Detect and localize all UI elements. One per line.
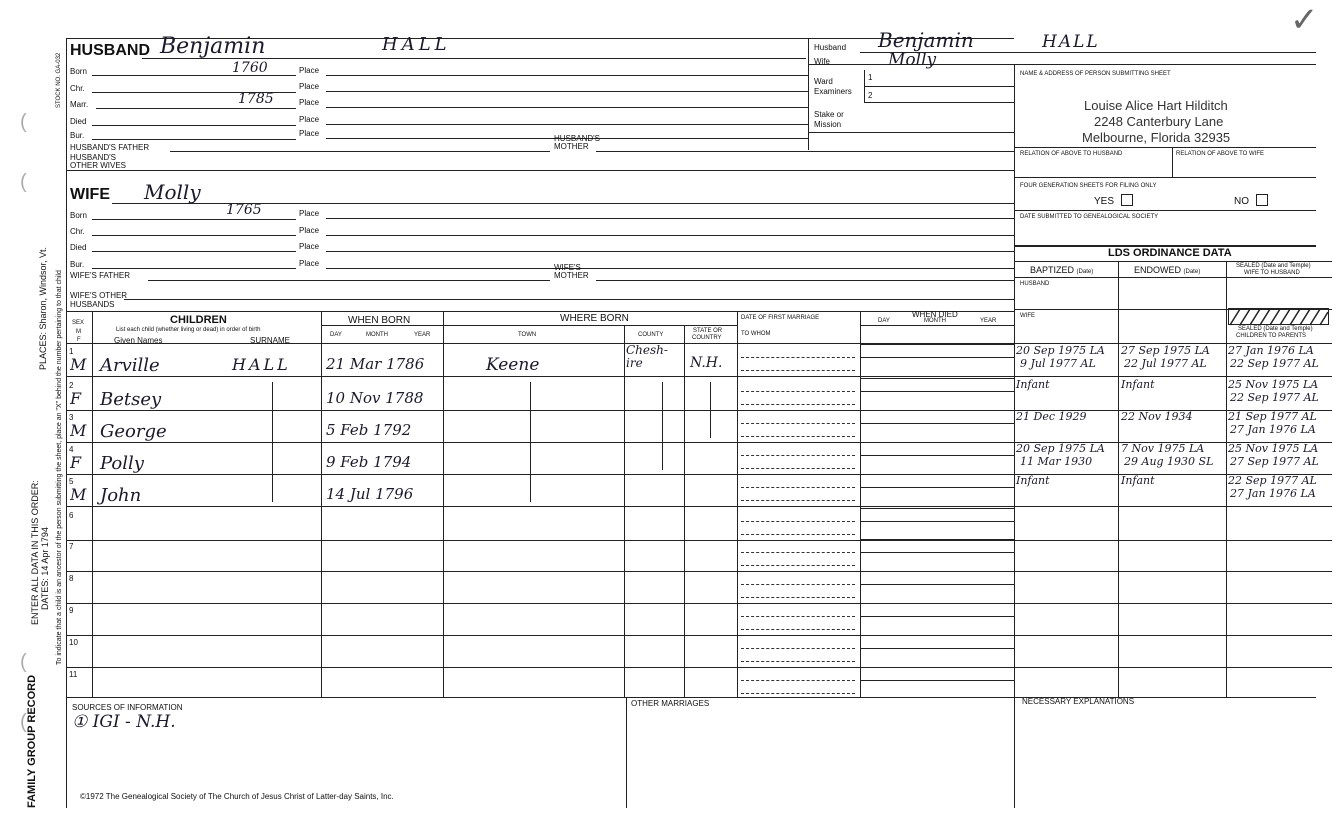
child-baptized: Infant [1016, 474, 1050, 487]
child-endowed: Infant [1121, 474, 1155, 487]
child-number: 8 [69, 574, 74, 583]
sex-f: F [77, 337, 81, 343]
died-box [860, 474, 1014, 488]
child-baptized-2: 9 Jul 1977 AL [1020, 357, 1096, 370]
to-whom-line [741, 500, 855, 501]
child-sealed: 25 Nov 1975 LA [1228, 378, 1319, 391]
child-born-date: 10 Nov 1788 [326, 389, 424, 407]
ward-husband-given: Benjamin [878, 28, 974, 52]
wife-born: 1765 [226, 202, 262, 218]
child-sex: M [70, 485, 87, 504]
row-divider [66, 540, 1332, 541]
examiners-label: Examiners [814, 87, 852, 96]
husband-born-place-label: Place [299, 66, 320, 75]
child-number: 6 [69, 511, 74, 520]
died-month: MONTH [924, 318, 946, 324]
child-given-name: George [100, 421, 167, 442]
marriage-line [741, 423, 855, 424]
died-year: YEAR [980, 318, 997, 324]
row-divider [66, 603, 1332, 604]
born-month: MONTH [366, 332, 388, 338]
when-born-header: WHEN BORN [348, 315, 411, 326]
marriage-line [741, 552, 855, 553]
wife-mother-label: WIFE'S MOTHER [554, 263, 589, 280]
child-number: 10 [69, 638, 78, 647]
wife-died-place-label: Place [299, 242, 320, 251]
child-sex: M [70, 355, 87, 374]
husband-died-place-label: Place [299, 115, 320, 124]
when-died-header: WHEN DIED [912, 310, 958, 319]
died-box [860, 603, 1014, 617]
children-list-note: List each child (whether living or dead) in order of birth [116, 327, 261, 333]
died-box [860, 378, 1014, 392]
side-places: PLACES: Sharon, Windsor, Vt. [38, 246, 48, 370]
to-whom-line [741, 565, 855, 566]
punch-hole-marks: ( ( ( ( [20, 111, 27, 733]
child-town: Keene [486, 355, 540, 375]
submitter-name: Louise Alice Hart Hilditch [1084, 98, 1228, 113]
child-endowed: 7 Nov 1975 LA [1121, 442, 1205, 455]
other-marriages-label: OTHER MARRIAGES [631, 699, 710, 708]
child-sex: M [70, 421, 87, 440]
wife-died-label: Died [70, 243, 87, 252]
lds-endowed: ENDOWED (Date) [1134, 265, 1201, 275]
country-header: COUNTRY [692, 335, 722, 341]
row-divider [66, 376, 1332, 377]
husband-given-name: Benjamin [160, 34, 266, 59]
marriage-line [741, 487, 855, 488]
ditto-mark [710, 382, 711, 438]
no-label: NO [1234, 196, 1249, 207]
died-box [860, 667, 1014, 681]
child-number: 11 [69, 670, 78, 679]
child-sealed-2: 22 Sep 1977 AL [1230, 391, 1319, 404]
ditto-mark [530, 382, 531, 502]
marriage-line [741, 391, 855, 392]
died-box [860, 442, 1014, 456]
to-whom-line [741, 693, 855, 694]
marriage-line [741, 680, 855, 681]
wife-born-place-label: Place [299, 209, 320, 218]
died-box [860, 344, 1014, 358]
husband-mother-label: HUSBAND'S MOTHER [554, 134, 600, 151]
died-box [860, 508, 1014, 522]
no-checkbox[interactable] [1256, 194, 1268, 206]
ward-label: Ward [814, 77, 833, 86]
child-born-date: 9 Feb 1794 [326, 453, 412, 471]
state-header: STATE OR [693, 328, 723, 334]
child-given-name: Arville [100, 355, 160, 376]
date-submitted-label: DATE SUBMITTED TO GENEALOGICAL SOCIETY [1020, 214, 1159, 220]
died-box [860, 571, 1014, 585]
stake-label: Stake or [814, 110, 844, 119]
child-number: 3 [69, 413, 74, 422]
side-note: To indicate that a child is an ancestor of the person submitting the sheet, place an "X" behind the number pertaining to that child [56, 270, 63, 665]
child-given-name: Polly [100, 453, 144, 474]
where-born-header: WHERE BORN [560, 313, 629, 324]
four-gen-label: FOUR GENERATION SHEETS FOR FILING ONLY [1020, 183, 1157, 189]
husband-marr-label: Marr. [70, 100, 89, 109]
side-dates: DATES: 14 Apr 1794 [40, 527, 50, 610]
hatched-box [1228, 308, 1330, 326]
child-sex: F [70, 389, 82, 408]
marriage-line [741, 648, 855, 649]
husband-bur-label: Bur. [70, 131, 85, 140]
sex-header: SEX [72, 320, 85, 326]
child-given-name: Betsey [100, 389, 162, 410]
wife-chr-label: Chr. [70, 227, 85, 236]
side-order: ENTER ALL DATA IN THIS ORDER: [30, 480, 40, 625]
child-number: 9 [69, 606, 74, 615]
child-sealed: 22 Sep 1977 AL [1228, 474, 1317, 487]
child-baptized: 20 Sep 1975 LA [1016, 442, 1105, 455]
wife-bur-place-label: Place [299, 259, 320, 268]
husband-born: 1760 [232, 60, 268, 76]
wife-given-name: Molly [144, 180, 201, 204]
child-endowed: 22 Nov 1934 [1121, 410, 1193, 423]
child-surname: HALL [232, 355, 291, 374]
necessary-explanations-label: NECESSARY EXPLANATIONS [1022, 697, 1135, 706]
copyright: ©1972 The Genealogical Society of The Church of Jesus Christ of Latter-day Saints, Inc. [80, 792, 394, 801]
born-day: DAY [330, 332, 342, 338]
ward-husband-surname: HALL [1042, 32, 1100, 52]
child-number: 2 [69, 381, 74, 390]
fm-day: DAY [878, 318, 890, 324]
lds-sealed-children: SEALED (Date and Temple) [1238, 326, 1313, 332]
submitter-city: Melbourne, Florida 32935 [1082, 130, 1231, 145]
to-whom-line [741, 404, 855, 405]
ditto-mark [272, 382, 273, 502]
died-box [860, 539, 1014, 553]
husband-bur-place-label: Place [299, 129, 320, 138]
examiner-1: 1 [868, 73, 873, 82]
ward-wife-name: Molly [888, 50, 937, 70]
marriage-line [741, 584, 855, 585]
marriage-line [741, 521, 855, 522]
child-number: 5 [69, 477, 74, 486]
sources-label: SOURCES OF INFORMATION [72, 703, 183, 712]
to-whom-line [741, 534, 855, 535]
lds-husband: HUSBAND [1020, 281, 1050, 287]
child-endowed-2: 22 Jul 1977 AL [1124, 357, 1207, 370]
given-names-header: Given Names [114, 336, 163, 345]
form-title: FAMILY GROUP RECORD [26, 674, 38, 808]
yes-label: YES [1094, 196, 1115, 207]
born-year: YEAR [414, 332, 431, 338]
to-whom-line [741, 370, 855, 371]
to-whom-header: TO WHOM [741, 331, 771, 337]
child-sealed: 21 Sep 1977 AL [1228, 410, 1317, 423]
surname-header: SURNAME [250, 336, 291, 345]
to-whom-line [741, 436, 855, 437]
husband-marr-place-label: Place [299, 98, 320, 107]
child-number: 1 [69, 347, 74, 356]
lds-baptized: BAPTIZED (Date) [1030, 265, 1094, 275]
child-endowed: Infant [1121, 378, 1155, 391]
row-divider [66, 635, 1332, 636]
examiner-2: 2 [868, 91, 873, 100]
child-county: Chesh-ire [626, 343, 668, 370]
ward-husband-label: Husband [814, 43, 847, 52]
husband-marr: 1785 [238, 91, 274, 107]
child-sealed: 25 Nov 1975 LA [1228, 442, 1319, 455]
child-baptized: 21 Dec 1929 [1016, 410, 1087, 423]
relation-wife-label: RELATION OF ABOVE TO WIFE [1176, 151, 1265, 157]
wife-chr-place-label: Place [299, 226, 320, 235]
wife-born-label: Born [70, 211, 87, 220]
to-whom-line [741, 468, 855, 469]
husband-born-label: Born [70, 67, 87, 76]
submitter-label: NAME & ADDRESS OF PERSON SUBMITTING SHEET [1020, 71, 1171, 77]
lds-wife-to-husband: WIFE TO HUSBAND [1244, 270, 1300, 276]
marriage-line [741, 455, 855, 456]
to-whom-line [741, 629, 855, 630]
sources-entry: ① IGI - N.H. [72, 712, 176, 732]
child-sealed-2: 22 Sep 1977 AL [1230, 357, 1319, 370]
child-baptized: Infant [1016, 378, 1050, 391]
child-endowed-2: 29 Aug 1930 SL [1124, 455, 1214, 468]
husband-label: HUSBAND [70, 42, 150, 59]
ward-wife-label: Wife [814, 57, 830, 66]
mission-label: Mission [814, 120, 842, 129]
child-born-date: 14 Jul 1796 [326, 485, 414, 503]
ditto-mark [662, 382, 663, 470]
town-header: TOWN [518, 332, 537, 338]
submitter-street: 2248 Canterbury Lane [1094, 114, 1224, 129]
husband-surname: HALL [382, 34, 451, 55]
to-whom-line [741, 597, 855, 598]
child-endowed: 27 Sep 1975 LA [1121, 344, 1210, 357]
lds-children-to-parents: CHILDREN TO PARENTS [1236, 333, 1307, 339]
first-marriage-header: DATE OF FIRST MARRIAGE [741, 315, 820, 321]
marriage-line [741, 616, 855, 617]
children-header: CHILDREN [170, 314, 227, 326]
sex-m: M [76, 329, 81, 335]
child-sealed-2: 27 Jan 1976 LA [1230, 487, 1316, 500]
child-given-name: John [100, 485, 142, 506]
check-mark: ✓ [1290, 1, 1319, 39]
child-sealed: 27 Jan 1976 LA [1228, 344, 1314, 357]
to-whom-line [741, 661, 855, 662]
county-header: COUNTY [638, 332, 664, 338]
row-divider [66, 667, 1332, 668]
child-number: 7 [69, 542, 74, 551]
stock-number: STOCK NO. GA-032 [56, 52, 62, 108]
wife-other-husbands-label: WIFE'S OTHER HUSBANDS [70, 291, 128, 309]
husband-died-label: Died [70, 117, 87, 126]
wife-label: WIFE [70, 186, 110, 203]
died-box [860, 635, 1014, 649]
child-sealed-2: 27 Jan 1976 LA [1230, 423, 1316, 436]
child-born-date: 21 Mar 1786 [326, 355, 425, 373]
lds-sealed: SEALED (Date and Temple) [1236, 263, 1311, 269]
child-baptized: 20 Sep 1975 LA [1016, 344, 1105, 357]
row-divider [66, 571, 1332, 572]
child-born-date: 5 Feb 1792 [326, 421, 412, 439]
marriage-line [741, 357, 855, 358]
child-state: N.H. [690, 355, 723, 371]
child-sealed-2: 27 Sep 1977 AL [1230, 455, 1319, 468]
child-number: 4 [69, 445, 74, 454]
child-baptized-2: 11 Mar 1930 [1020, 455, 1093, 468]
husband-chr-place-label: Place [299, 82, 320, 91]
wife-father-label: WIFE'S FATHER [70, 271, 131, 280]
lds-wife: WIFE [1020, 313, 1035, 319]
yes-checkbox[interactable] [1121, 194, 1133, 206]
lds-title: LDS ORDINANCE DATA [1108, 247, 1232, 259]
husband-chr-label: Chr. [70, 84, 85, 93]
relation-husband-label: RELATION OF ABOVE TO HUSBAND [1020, 151, 1123, 157]
husband-father-label: HUSBAND'S FATHER [70, 143, 150, 152]
died-box [860, 410, 1014, 424]
child-sex: F [70, 453, 82, 472]
husband-other-wives-label: HUSBAND'S OTHER WIVES [70, 153, 127, 170]
wife-bur-label: Bur. [70, 260, 85, 269]
row-divider [66, 506, 1332, 507]
